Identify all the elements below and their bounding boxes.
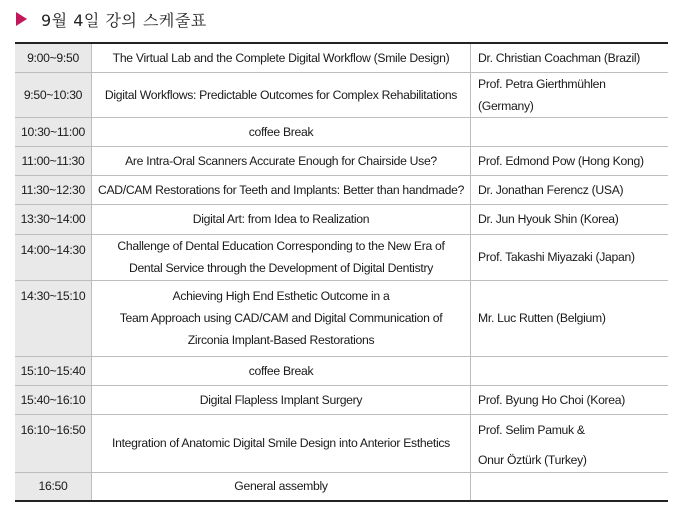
session-title-line: General assembly — [234, 479, 328, 494]
schedule-heading — [16, 8, 207, 30]
schedule-row — [15, 117, 668, 146]
session-time: 9:50~10:30 — [15, 72, 92, 117]
schedule-row — [15, 72, 668, 117]
session-speaker-line: Onur Öztürk (Turkey) — [478, 452, 587, 467]
session-title-line: coffee Break — [248, 124, 314, 139]
session-title-line: CAD/CAM Restorations for Teeth and Implants: Better than handmade? — [97, 182, 465, 197]
session-time: 15:10~15:40 — [15, 356, 92, 385]
schedule-row — [15, 472, 668, 501]
session-title — [92, 117, 471, 146]
session-speaker — [471, 280, 669, 356]
session-title-line: Dental Service through the Development of Digital Dentistry — [128, 261, 434, 275]
schedule-row — [15, 356, 668, 385]
session-title — [92, 385, 471, 414]
schedule-row — [15, 204, 668, 234]
schedule-row — [15, 414, 668, 472]
schedule-title: 9월 4일 강의 스케줄표 — [41, 10, 207, 30]
session-title-line: Achieving High End Esthetic Outcome in a — [172, 289, 390, 303]
session-time: 9:00~9:50 — [15, 43, 92, 72]
session-time: 11:00~11:30 — [15, 146, 92, 175]
session-speaker — [471, 43, 669, 72]
session-title-line: Digital Workflows: Predictable Outcomes for Complex Rehabilitations — [104, 87, 458, 102]
session-speaker-line: Prof. Selim Pamuk & — [478, 422, 585, 437]
triangle-marker-icon — [16, 12, 27, 26]
session-speaker — [471, 204, 669, 234]
session-time: 10:30~11:00 — [15, 117, 92, 146]
schedule-row — [15, 146, 668, 175]
schedule-row — [15, 385, 668, 414]
session-title — [92, 146, 471, 175]
session-title-line: The Virtual Lab and the Complete Digital Workflow (Smile Design) — [112, 50, 450, 65]
session-title-line: coffee Break — [248, 363, 314, 378]
session-title-line: Digital Art: from Idea to Realization — [192, 212, 370, 226]
session-speaker — [471, 117, 669, 146]
session-time: 16:10~16:50 — [15, 414, 92, 472]
session-title — [92, 414, 471, 472]
session-speaker-line: Prof. Petra Gierthmühlen (Germany) — [478, 76, 606, 113]
lecture-schedule-table — [15, 42, 668, 502]
session-title — [92, 43, 471, 72]
session-title-line: Are Intra-Oral Scanners Accurate Enough for Chairside Use? — [125, 153, 437, 168]
session-title-line: Digital Flapless Implant Surgery — [199, 392, 363, 407]
session-speaker-line: Mr. Luc Rutten (Belgium) — [478, 311, 606, 325]
session-speaker — [471, 72, 669, 117]
session-title-line: Team Approach using CAD/CAM and Digital Communication of — [119, 311, 443, 325]
session-time: 14:30~15:10 — [15, 280, 92, 356]
session-speaker-line: Prof. Byung Ho Choi (Korea) — [478, 392, 626, 407]
schedule-row — [15, 43, 668, 72]
session-title-line: Zirconia Implant-Based Restorations — [187, 333, 375, 347]
session-title — [92, 204, 471, 234]
session-speaker — [471, 472, 669, 501]
session-speaker-line: Dr. Jonathan Ferencz (USA) — [478, 182, 624, 197]
session-title — [92, 175, 471, 204]
session-title — [92, 72, 471, 117]
session-time: 14:00~14:30 — [15, 234, 92, 280]
session-speaker — [471, 234, 669, 280]
session-title-line: Challenge of Dental Education Corresponding to the New Era of — [117, 239, 445, 253]
session-speaker-line: Dr. Jun Hyouk Shin (Korea) — [478, 212, 619, 226]
session-speaker — [471, 175, 669, 204]
schedule-row — [15, 280, 668, 356]
session-time: 16:50 — [15, 472, 92, 501]
session-title — [92, 356, 471, 385]
session-speaker — [471, 385, 669, 414]
session-speaker — [471, 146, 669, 175]
session-time: 11:30~12:30 — [15, 175, 92, 204]
session-title — [92, 234, 471, 280]
session-time: 13:30~14:00 — [15, 204, 92, 234]
session-title-line: Integration of Anatomic Digital Smile Design into Anterior Esthetics — [112, 436, 450, 450]
session-speaker-line: Dr. Christian Coachman (Brazil) — [478, 50, 641, 65]
schedule-row — [15, 175, 668, 204]
session-title — [92, 472, 471, 501]
session-speaker-line: Prof. Edmond Pow (Hong Kong) — [478, 153, 644, 168]
session-speaker-line: Prof. Takashi Miyazaki (Japan) — [478, 250, 635, 264]
session-time: 15:40~16:10 — [15, 385, 92, 414]
session-speaker — [471, 414, 669, 472]
session-speaker — [471, 356, 669, 385]
schedule-row — [15, 234, 668, 280]
session-title — [92, 280, 471, 356]
